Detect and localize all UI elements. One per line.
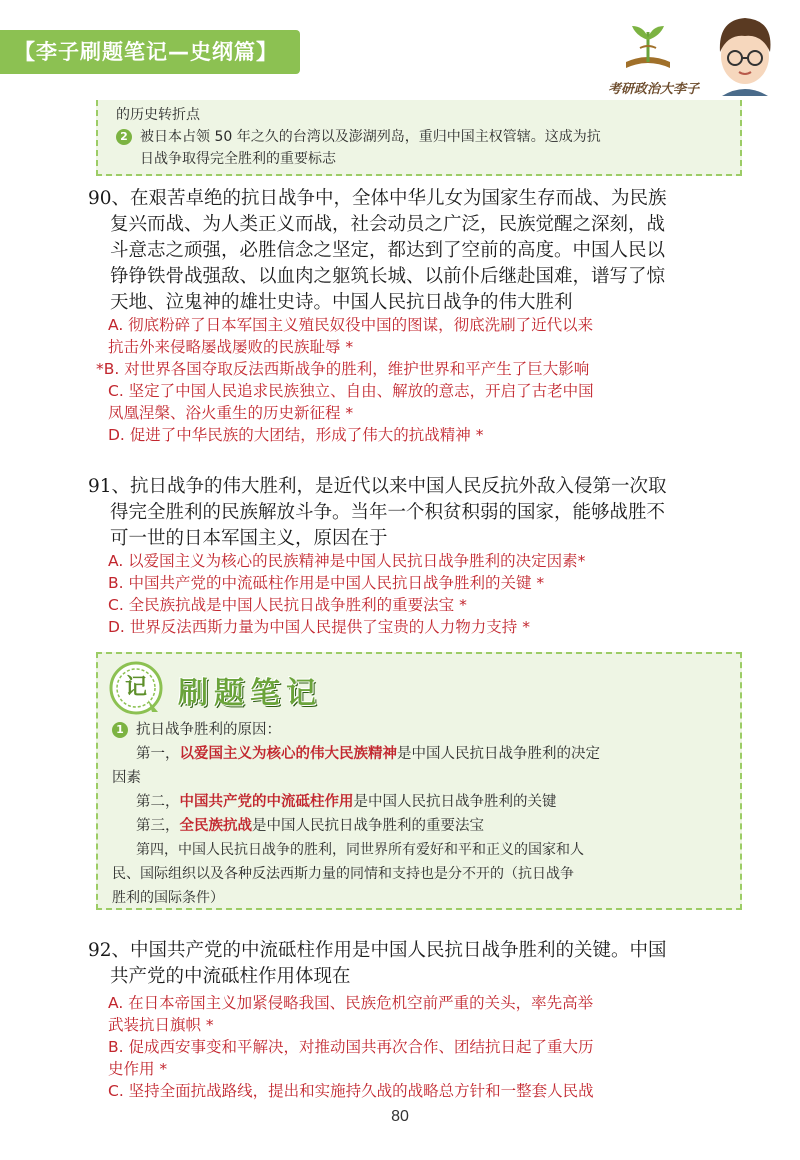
note-line: 日战争取得完全胜利的重要标志 <box>140 151 336 167</box>
question-line: 天地、泣鬼神的雄壮史诗。中国人民抗日战争的伟大胜利 <box>110 292 573 313</box>
section-banner: 【李子刷题笔记—史纲篇】 <box>0 30 300 74</box>
note-text: 抗日战争胜利的原因： <box>136 722 281 738</box>
brand-area <box>608 12 778 102</box>
option-c-cont: 凤凰涅槃、浴火重生的历史新征程 * <box>108 404 354 422</box>
reason-text: 是中国人民抗日战争胜利的重要法宝 <box>252 818 484 834</box>
reason-1-cont: 因素 <box>112 770 141 786</box>
reason-1 <box>112 742 724 766</box>
note-header <box>108 660 408 720</box>
question-line: 91、抗日战争的伟大胜利，是近代以来中国人民反抗外敌入侵第一次取 <box>88 476 667 497</box>
reason-emphasis: 全民族抗战 <box>179 818 252 834</box>
option-a: A. 在日本帝国主义加紧侵略我国、民族危机空前严重的关头，率先高举 <box>108 994 594 1012</box>
number-circle-icon: 2 <box>116 129 132 145</box>
note-item-1 <box>112 718 724 742</box>
question-line: 斗意志之顽强，必胜信念之坚定，都达到了空前的高度。中国人民以 <box>110 240 666 261</box>
option-a-cont: 武装抗日旗帜 * <box>108 1016 214 1034</box>
page-number: 80 <box>391 1108 409 1125</box>
option-b: B. 促成西安事变和平解决，对推动国共再次合作、团结抗日起了重大历 <box>108 1038 594 1056</box>
reason-4: 第四，中国人民抗日战争的胜利，同世界所有爱好和平和正义的国家和人 <box>136 842 584 858</box>
note-text: 被日本占领 50 年之久的台湾以及澎湖列岛，重归中国主权管辖。这成为抗 <box>140 129 601 145</box>
question-line: 共产党的中流砥柱作用体现在 <box>110 966 351 987</box>
reason-4-cont: 胜利的国际条件） <box>112 890 224 906</box>
reason-4-cont: 民、国际组织以及各种反法西斯力量的同情和支持也是分不开的（抗日战争 <box>112 866 574 882</box>
note-line: 的历史转折点 <box>116 107 200 123</box>
number-circle-icon: 1 <box>112 722 128 738</box>
option-a-cont: 抗击外来侵略屡战屡败的民族耻辱 * <box>108 338 354 356</box>
question-line: 铮铮铁骨战强敌、以血肉之躯筑长城、以前仆后继赴国难，谱写了惊 <box>110 266 666 287</box>
question-line: 可一世的日本军国主义，原因在于 <box>110 528 388 549</box>
question-92-options <box>108 992 748 1102</box>
brand-text: 考研政治大李子 <box>608 82 700 97</box>
option-a: A. 彻底粉碎了日本军国主义殖民奴役中国的图谋，彻底洗刷了近代以来 <box>108 316 594 334</box>
question-line: 复兴而战、为人类正义而战，社会动员之广泛，民族觉醒之深刻，战 <box>110 214 666 235</box>
question-92 <box>88 938 748 990</box>
reason-text: 是中国人民抗日战争胜利的关键 <box>353 794 557 810</box>
note-item-2 <box>116 126 724 148</box>
reason-3 <box>112 814 724 838</box>
note-badge-char: 记 <box>124 675 147 700</box>
reason-emphasis: 中国共产党的中流砥柱作用 <box>179 794 354 810</box>
question-90-options <box>96 314 748 446</box>
option-d: D. 世界反法西斯力量为中国人民提供了宝贵的人力物力支持 * <box>108 618 530 636</box>
option-d: D. 促进了中华民族的大团结，形成了伟大的抗战精神 * <box>108 426 484 444</box>
reason-prefix: 第二， <box>136 794 180 810</box>
option-c: C. 坚定了中国人民追求民族独立、自由、解放的意志，开启了古老中国 <box>108 382 594 400</box>
reason-emphasis: 以爱国主义为核心的伟大民族精神 <box>179 746 397 762</box>
option-b: B. 中国共产党的中流砥柱作用是中国人民抗日战争胜利的关键 * <box>108 574 545 592</box>
question-line: 92、中国共产党的中流砥柱作用是中国人民抗日战争胜利的关键。中国 <box>88 940 667 961</box>
option-c: C. 全民族抗战是中国人民抗日战争胜利的重要法宝 * <box>108 596 467 614</box>
note-body <box>112 718 724 910</box>
author-avatar-icon <box>712 12 778 96</box>
question-91 <box>88 474 748 552</box>
reason-prefix: 第三， <box>136 818 180 834</box>
question-90 <box>88 186 748 316</box>
brush-note-box <box>96 652 742 910</box>
option-b-cont: 史作用 * <box>108 1060 168 1078</box>
note-box-continued <box>96 100 742 176</box>
note-title: 刷题笔记 <box>178 676 322 711</box>
option-a: A. 以爱国主义为核心的民族精神是中国人民抗日战争胜利的决定因素* <box>108 552 586 570</box>
reason-text: 是中国人民抗日战争胜利的决定 <box>397 746 600 762</box>
option-b: *B. 对世界各国夺取反法西斯战争的胜利，维护世界和平产生了巨大影响 <box>96 360 590 378</box>
option-c: C. 坚持全面抗战路线，提出和实施持久战的战略总方针和一整套人民战 <box>108 1082 594 1100</box>
question-line: 90、在艰苦卓绝的抗日战争中，全体中华儿女为国家生存而战、为民族 <box>88 188 667 209</box>
book-plant-logo-icon <box>620 18 676 74</box>
question-line: 得完全胜利的民族解放斗争。当年一个积贫积弱的国家，能够战胜不 <box>110 502 666 523</box>
question-91-options <box>108 550 748 638</box>
reason-2 <box>112 790 724 814</box>
reason-prefix: 第一， <box>136 746 180 762</box>
